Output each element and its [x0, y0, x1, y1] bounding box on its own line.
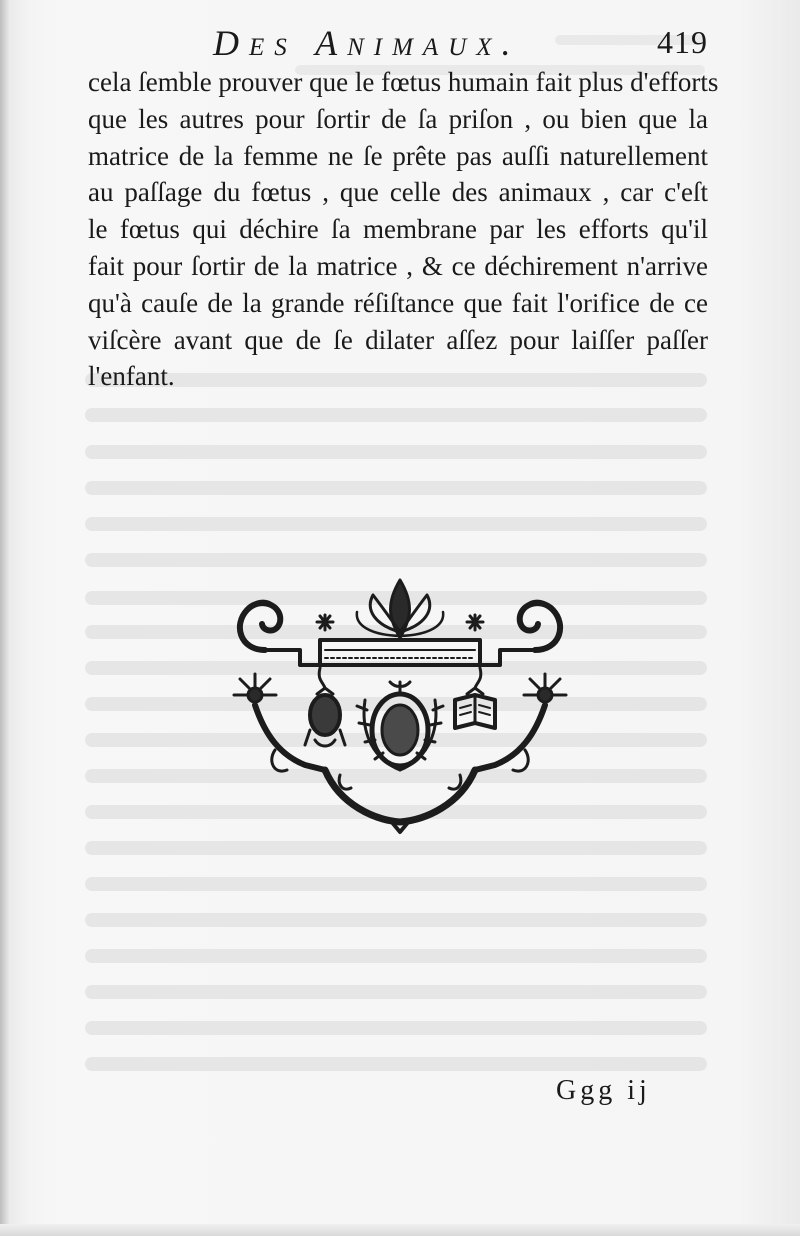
body-text — [88, 64, 719, 395]
page-number: 419 — [657, 24, 708, 60]
text-line: matrice de la femme ne ſe prête pas auſſi naturellement — [88, 140, 708, 171]
text-line: viſcère avant que de ſe dilater aſſez pour laiſſer paſſer — [88, 324, 708, 355]
page-bottom-edge — [0, 1224, 800, 1236]
signature-mark: Ggg ij — [556, 1075, 651, 1106]
page-header — [88, 22, 708, 66]
text-line: l'enfant. — [88, 361, 175, 392]
text-line: au paſſage du fœtus , que celle des animaux , car c'eſt — [88, 177, 708, 208]
ornamental-vignette — [225, 570, 575, 840]
text-line: qu'à cauſe de la grande réſiſtance que fait l'orifice de ce — [88, 287, 708, 318]
text-line: le fœtus qui déchire ſa membrane par les efforts qu'il — [88, 214, 708, 245]
running-head: Des Animaux. — [213, 23, 521, 63]
text-line: cela ſemble prouver que le fœtus humain fait plus d'efforts — [88, 67, 719, 97]
text-line: que les autres pour ſortir de ſa priſon , ou bien que la — [88, 103, 708, 134]
text-line: fait pour ſortir de la matrice , & ce déchirement n'arrive — [88, 250, 708, 281]
page-gutter-shadow — [0, 0, 10, 1236]
